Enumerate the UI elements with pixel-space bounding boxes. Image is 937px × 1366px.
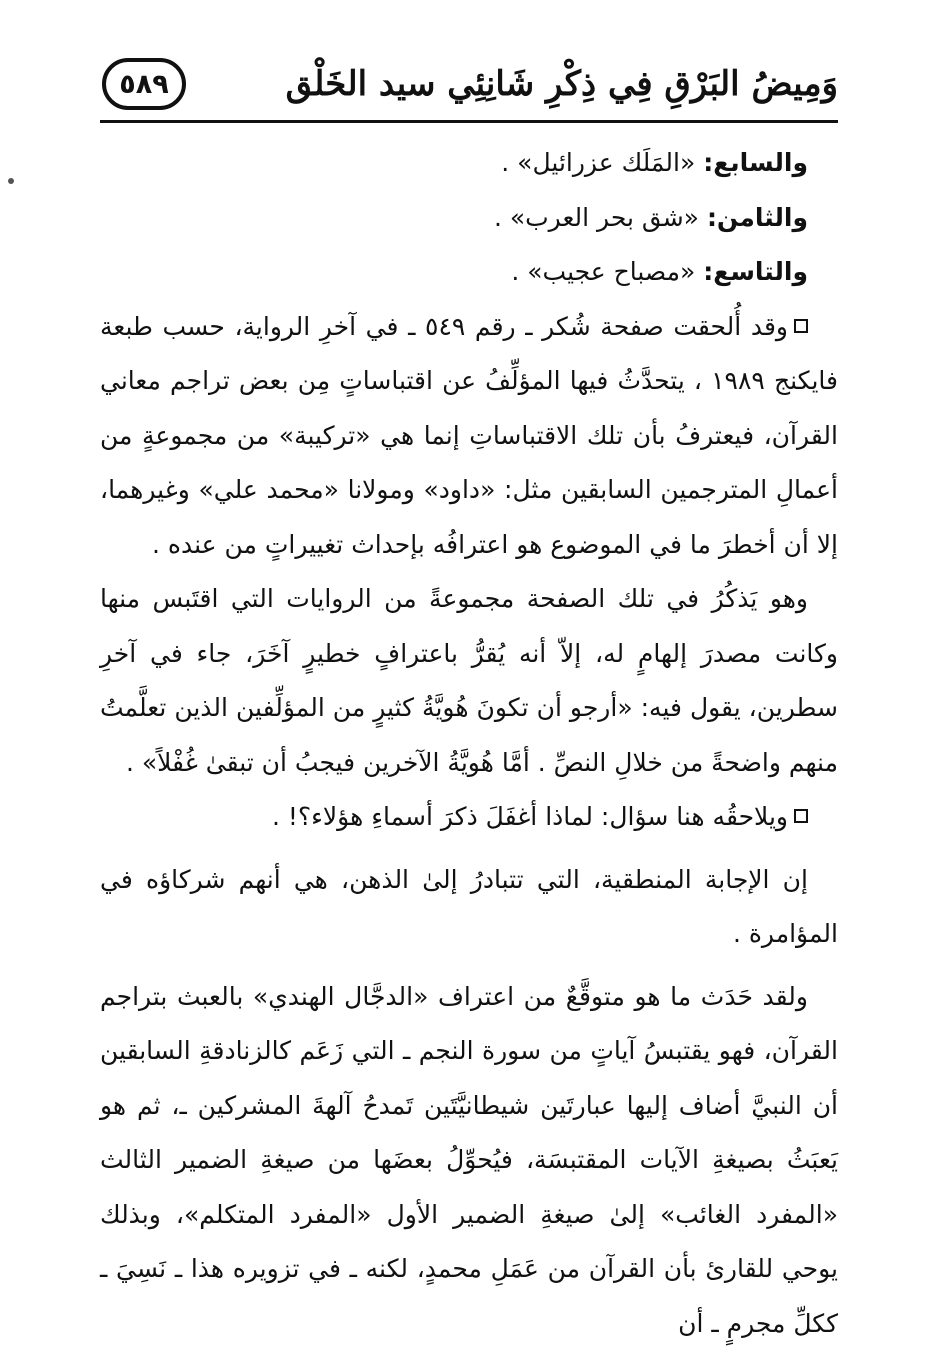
list-item-text: «شق بحر العرب» . xyxy=(493,202,699,232)
list-item xyxy=(100,245,838,300)
stray-mark xyxy=(8,178,14,184)
body-text xyxy=(100,136,838,1351)
paragraph-text: ولقد حَدَث ما هو متوقَّعٌ من اعتراف «الدجَّال الهندي» بالعبث بتراجم القرآن، فهو يقتبسُ آياتٍ من سورة النجم ـ التي زَعَم كالزنادقةِ السابقين أن النبيَّ أضاف إليها عبارتَين شيطانيَّتَين تَمدحُ آلهةَ المشركين ـ، ثم هو يَعبَثُ بصيغةِ الآيات المقتبسَة، فيُحوِّلُ بعضَها من صيغةِ الضمير الثالث «المفرد الغائب» إلىٰ صيغةِ الضمير الأول «المفرد المتكلم»، وبذلك يوحي للقارئ بأن القرآن من عَمَلِ محمدٍ، لكنه ـ في تزويره هذا ـ نَسِيَ ـ ككلِّ مجرمٍ ـ أن xyxy=(100,981,838,1338)
page-header xyxy=(100,52,838,123)
square-marker-icon xyxy=(794,809,808,823)
page-number: ٥٨٩ xyxy=(102,58,186,110)
paragraph-text: وقد أُلحقت صفحة شُكر ـ رقم ٥٤٩ ـ في آخرِ الرواية، حسب طبعة فايكنج ١٩٨٩ ، يتحدَّثُ فيها المؤلِّفُ عن اقتباساتٍ مِن بعض تراجم معاني القرآن، فيعترفُ بأن تلك الاقتباساتِ إنما هي «تركيبة» من مجموعةٍ من أعمالِ المترجمين السابقين مثل: «داود» ومولانا «محمد علي» وغيرهما، إلا أن أخطرَ ما في الموضوع هو اعترافُه بإحداث تغييراتٍ من عنده . xyxy=(100,311,838,559)
paragraph xyxy=(100,790,838,845)
paragraph-text: ويلاحقُه هنا سؤال: لماذا أغفَلَ ذكرَ أسماءِ هؤلاء؟! . xyxy=(271,802,788,831)
paragraph xyxy=(100,572,838,790)
list-item-label: والتاسع: xyxy=(703,257,808,286)
running-title: وَمِيضُ البَرْقِ فِي ذِكْرِ شَانِئِي سيد الخَلْق xyxy=(285,64,838,104)
paragraph xyxy=(100,300,838,573)
paragraph-text: إن الإجابة المنطقية، التي تتبادرُ إلىٰ الذهن، هي أنهم شركاؤه في المؤامرة . xyxy=(100,864,838,948)
list-item xyxy=(100,136,838,191)
list-item-label: والسابع: xyxy=(703,148,808,177)
list-item-label: والثامن: xyxy=(706,202,808,232)
paragraph xyxy=(100,853,838,962)
paragraph-text: وهو يَذكُرُ في تلك الصفحة مجموعةً من الروايات التي اقتَبس منها وكانت مصدرَ إلهامٍ له، إلاّ أنه يُقرُّ باعترافٍ خطيرٍ آخَرَ، جاء في آخرِ سطرين، يقول فيه: «أرجو أن تكونَ هُويَّةُ كثيرٍ من المؤلِّفين الذين تعلَّمتُ منهم واضحةً من خلالِ النصِّ . أمَّا هُويَّةُ الآخرين فيجبُ أن تبقىٰ غُفْلاً» . xyxy=(100,584,838,777)
list-item-text: «المَلَك عزرائيل» . xyxy=(501,148,696,177)
list-item xyxy=(100,191,838,246)
list-item-text: «مصباح عجيب» . xyxy=(511,257,696,286)
paragraph xyxy=(100,970,838,1352)
square-marker-icon xyxy=(794,319,808,333)
